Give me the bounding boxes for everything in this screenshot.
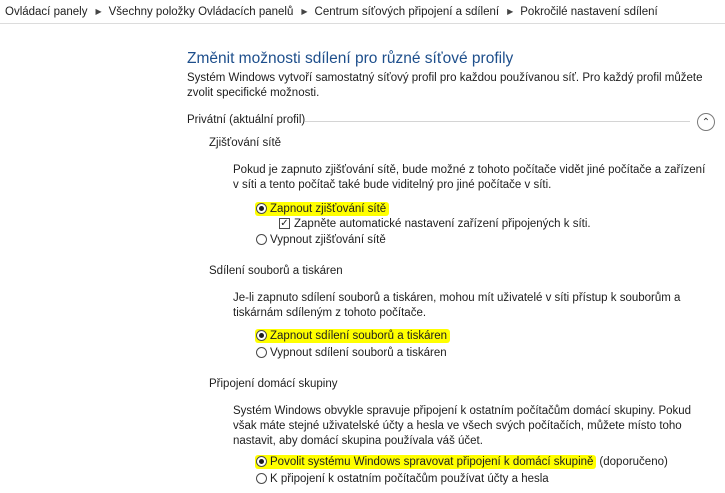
recommended-label: (doporučeno) xyxy=(599,455,668,468)
checkbox-label: Zapněte automatické nastavení zařízení připojených k síti. xyxy=(294,217,591,230)
radio-file-sharing-off[interactable] xyxy=(256,345,447,360)
file-sharing-description: Je-li zapnuto sdílení souborů a tiskáren, mohou mít uživatelé v síti přístup k souborům a tiskárnám sdíleným z tohoto počítače. xyxy=(233,292,681,319)
checkbox-auto-setup[interactable] xyxy=(279,216,591,231)
radio-label: Vypnout sdílení souborů a tiskáren xyxy=(270,346,447,359)
radio-homegroup-allow[interactable] xyxy=(255,454,668,469)
radio-file-sharing-on[interactable] xyxy=(255,328,450,343)
radio-selected-icon[interactable] xyxy=(256,456,267,467)
radio-selected-icon[interactable] xyxy=(256,203,267,214)
radio-network-discovery-off[interactable] xyxy=(256,232,386,247)
radio-label: Vypnout zjišťování sítě xyxy=(270,233,386,246)
checkmark-icon[interactable]: ✓ xyxy=(280,218,289,229)
profile-header[interactable]: Privátní (aktuální profil) xyxy=(187,114,306,126)
chevron-up-icon[interactable]: ⌃ xyxy=(697,113,715,131)
breadcrumb-item-all-items[interactable]: Všechny položky Ovládacích panelů xyxy=(108,5,294,18)
radio-label: K připojení k ostatním počítačům používat účty a hesla xyxy=(270,472,549,485)
chevron-right-icon[interactable]: ▶ xyxy=(507,7,514,16)
profile-divider xyxy=(305,121,690,122)
breadcrumb-item-control-panel[interactable]: Ovládací panely xyxy=(5,5,88,18)
radio-homegroup-accounts[interactable] xyxy=(256,471,549,486)
chevron-right-icon[interactable]: ▶ xyxy=(95,7,102,16)
chevron-right-icon[interactable]: ▶ xyxy=(301,7,308,16)
radio-network-discovery-on[interactable] xyxy=(255,201,389,216)
homegroup-heading: Připojení domácí skupiny xyxy=(209,378,338,390)
radio-selected-icon[interactable] xyxy=(256,330,267,341)
breadcrumb-item-network-center[interactable]: Centrum síťových připojení a sdílení xyxy=(314,5,500,18)
breadcrumb xyxy=(0,0,725,24)
breadcrumb-item-advanced-sharing[interactable]: Pokročilé nastavení sdílení xyxy=(520,5,658,18)
radio-label: Povolit systému Windows spravovat připojení k domácí skupině xyxy=(270,455,594,468)
file-sharing-heading: Sdílení souborů a tiskáren xyxy=(209,265,343,277)
radio-unselected-icon[interactable] xyxy=(256,473,267,484)
page-intro: Systém Windows vytvoří samostatný síťový profil pro každou používanou síť. Pro každý profil můžete zvolit specifické možnosti. xyxy=(187,72,703,99)
radio-label: Zapnout zjišťování sítě xyxy=(270,202,387,215)
radio-unselected-icon[interactable] xyxy=(256,234,267,245)
homegroup-description: Systém Windows obvykle spravuje připojení k ostatním počítačům domácí skupiny. Pokud však máte stejné uživatelské účty a hesla ve všech svých počítačích, můžete místo toho nastavit, aby domácí skupina používala váš účet. xyxy=(233,405,692,447)
network-discovery-heading: Zjišťování sítě xyxy=(209,137,282,149)
radio-label: Zapnout sdílení souborů a tiskáren xyxy=(270,329,448,342)
page-title: Změnit možnosti sdílení pro různé síťové profily xyxy=(187,50,514,67)
network-discovery-description: Pokud je zapnuto zjišťování sítě, bude možné z tohoto počítače vidět jiné počítače a zařízení v síti a tento počítač také bude viditelný pro jiné počítače v síti. xyxy=(233,164,706,191)
radio-unselected-icon[interactable] xyxy=(256,347,267,358)
